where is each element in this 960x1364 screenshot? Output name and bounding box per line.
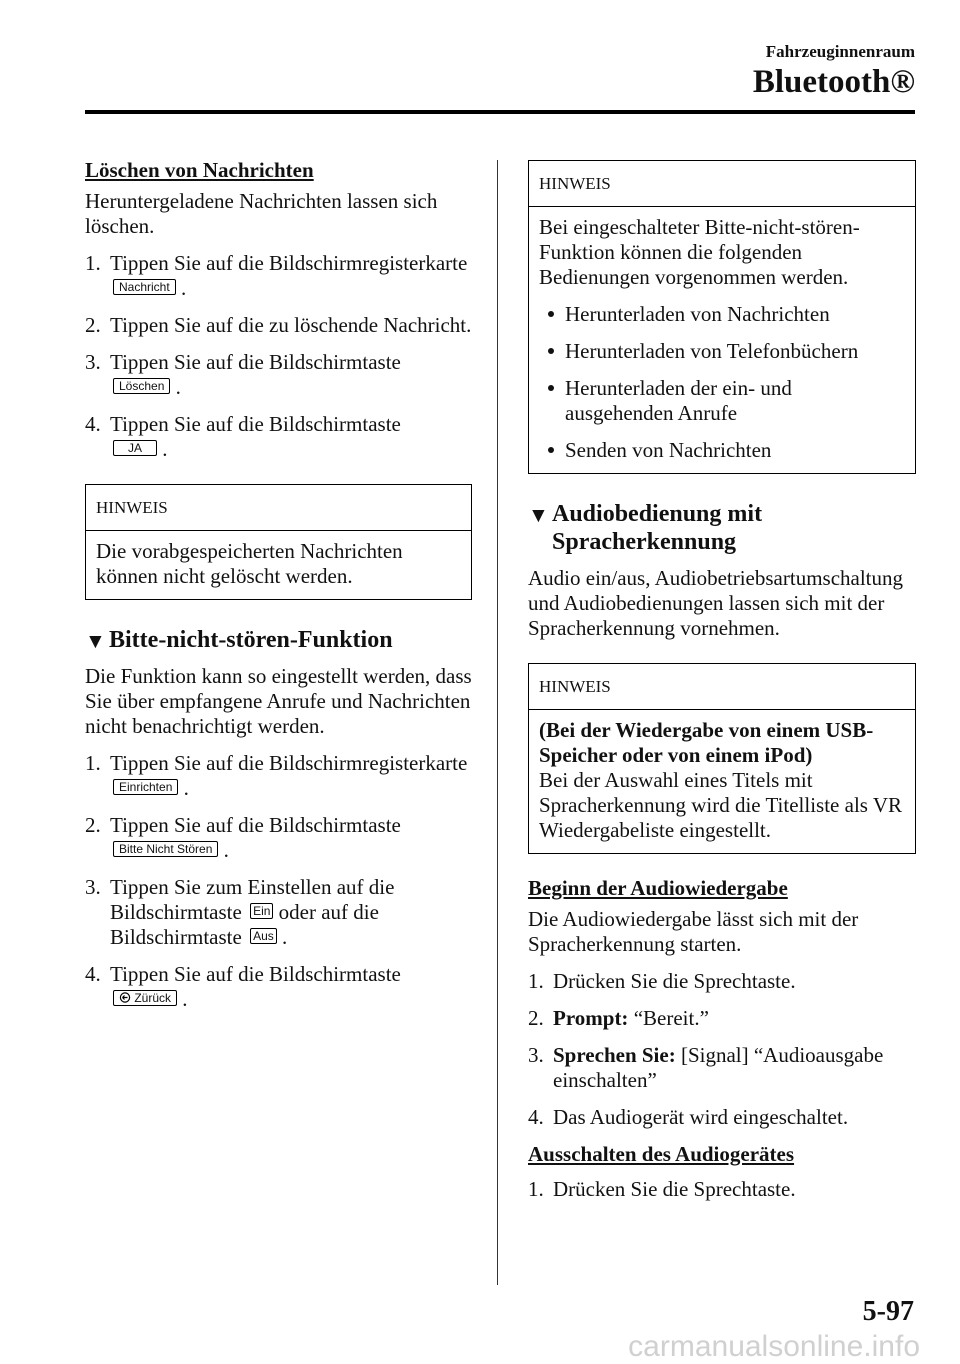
dnd-step xyxy=(85,875,472,950)
step-period: . xyxy=(180,276,187,300)
step-text: Das Audiogerät wird eingeschaltet. xyxy=(553,1105,849,1129)
note-text: Die vorabgespeicherten Nachrichten können nicht gelöscht werden. xyxy=(96,539,403,588)
note-text: Bei der Auswahl eines Titels mit Spracherkennung wird die Titelliste als VR Wiedergabeliste eingestellt. xyxy=(539,768,902,842)
heading-text: Bitte-nicht-stören-Funktion xyxy=(109,627,393,653)
dnd-step xyxy=(85,751,472,801)
ja-key: JA xyxy=(113,440,157,456)
bullet-item: Herunterladen der ein- und ausgehenden Anrufe xyxy=(539,376,905,426)
note-body xyxy=(529,207,915,473)
audio-stop-heading: Ausschalten des Audiogerätes xyxy=(528,1142,795,1166)
bullet-item: Herunterladen von Telefonbüchern xyxy=(539,339,905,364)
audio-start-heading: Beginn der Audiowiedergabe xyxy=(528,876,788,900)
ein-key: Ein xyxy=(250,903,273,919)
step-period: . xyxy=(162,437,168,461)
step-number: 1. xyxy=(528,969,544,993)
note-title: HINWEIS xyxy=(86,485,471,531)
note-box xyxy=(528,160,916,474)
step-text: Tippen Sie auf die Bildschirmtaste xyxy=(110,962,401,986)
loeschen-key: Löschen xyxy=(113,378,170,394)
step-number: 2. xyxy=(85,313,101,337)
back-arrow-icon xyxy=(119,992,131,1003)
bullet-item: Senden von Nachrichten xyxy=(539,438,905,463)
dnd-intro: Die Funktion kann so eingestellt werden, dass Sie über empfangene Anrufe und Nachrichten nicht benachrichtigt werden. xyxy=(85,664,472,738)
step-number: 2. xyxy=(85,813,101,837)
zurueck-label: Zürück xyxy=(134,991,172,1005)
audio-step xyxy=(528,1006,916,1031)
step-number: 3. xyxy=(528,1043,544,1067)
note-bold-text: (Bei der Wiedergabe von einem USB-Speicher oder von einem iPod) xyxy=(539,718,874,767)
note-box xyxy=(528,663,916,854)
heading-text: Audiobedienung mit Spracherkennung xyxy=(552,501,763,555)
step-text: oder auf die Bildschirmtaste xyxy=(110,900,379,949)
step-period: . xyxy=(182,987,188,1011)
note-box xyxy=(85,484,472,600)
step-label: Sprechen Sie: xyxy=(553,1043,676,1067)
step-text: Tippen Sie auf die Bildschirmregisterkarte xyxy=(110,751,468,775)
triangle-icon: ▼ xyxy=(528,503,549,527)
zurueck-key xyxy=(113,990,177,1006)
step-text: Drücken Sie die Sprechtaste. xyxy=(553,969,796,993)
note-body xyxy=(529,710,915,853)
step-label: Prompt: xyxy=(553,1006,629,1030)
bullet-item: Herunterladen von Nachrichten xyxy=(539,302,905,327)
audio-intro: Audio ein/aus, Audiobetriebsartumschaltung und Audiobedienungen lassen sich mit der Spracherkennung vornehmen. xyxy=(528,566,904,640)
audio-step xyxy=(528,969,916,994)
dnd-step xyxy=(85,813,472,863)
dnd-heading xyxy=(85,626,472,654)
section-title: Bluetooth® xyxy=(752,64,915,100)
step-text: Tippen Sie auf die Bildschirmtaste xyxy=(110,350,401,374)
step-number: 4. xyxy=(85,412,101,436)
step-number: 3. xyxy=(85,875,101,899)
delete-step xyxy=(85,350,472,400)
step-number: 1. xyxy=(528,1177,544,1201)
watermark: carmanualsonline.info xyxy=(628,1330,920,1363)
delete-step xyxy=(85,412,472,462)
step-number: 4. xyxy=(528,1105,544,1129)
step-number: 3. xyxy=(85,350,101,374)
step-period: . xyxy=(282,925,288,949)
right-column xyxy=(528,160,916,1214)
delete-intro: Heruntergeladene Nachrichten lassen sich löschen. xyxy=(85,189,438,238)
chapter-title: Fahrzeuginnenraum xyxy=(765,42,915,61)
audio-step xyxy=(528,1043,916,1093)
triangle-icon: ▼ xyxy=(85,629,106,653)
note-text: Bei eingeschalteter Bitte-nicht-stören-Funktion können die folgenden Bedienungen vorgenommen werden. xyxy=(539,215,860,289)
step-text: “Bereit.” xyxy=(633,1006,709,1030)
audio-step xyxy=(528,1105,916,1130)
step-period: . xyxy=(223,838,229,862)
audio-start-intro: Die Audiowiedergabe lässt sich mit der Spracherkennung starten. xyxy=(528,907,859,956)
step-number: 4. xyxy=(85,962,101,986)
dnd-step xyxy=(85,962,472,1012)
step-text: Tippen Sie auf die Bildschirmtaste xyxy=(110,813,401,837)
delete-messages-heading: Löschen von Nachrichten xyxy=(85,158,314,182)
aus-key: Aus xyxy=(250,928,277,944)
step-text: Tippen Sie auf die Bildschirmtaste xyxy=(110,412,401,436)
step-period: . xyxy=(183,776,189,800)
nachricht-tab-key: Nachricht xyxy=(113,279,176,295)
delete-step xyxy=(85,313,472,338)
step-period: . xyxy=(175,375,181,399)
column-divider xyxy=(497,160,498,1285)
step-text: Drücken Sie die Sprechtaste. xyxy=(553,1177,796,1201)
delete-step xyxy=(85,251,472,301)
step-text: Tippen Sie auf die Bildschirmregisterkarte xyxy=(110,251,468,275)
step-text: [Signal] “Audioausgabe einschalten” xyxy=(553,1043,884,1092)
einrichten-tab-key: Einrichten xyxy=(113,779,178,795)
header-rule xyxy=(85,110,915,114)
step-number: 2. xyxy=(528,1006,544,1030)
note-body xyxy=(86,531,471,599)
step-number: 1. xyxy=(85,751,101,775)
step-number: 1. xyxy=(85,251,101,275)
step-text: Tippen Sie zum Einstellen auf die Bildschirmtaste xyxy=(110,875,395,924)
audio-step xyxy=(528,1177,916,1202)
left-column xyxy=(85,158,472,1024)
page-number: 5-97 xyxy=(862,1296,914,1327)
audio-heading xyxy=(528,500,916,556)
note-title: HINWEIS xyxy=(529,664,915,710)
bitte-nicht-stoeren-key: Bitte Nicht Stören xyxy=(113,841,218,857)
note-title: HINWEIS xyxy=(529,161,915,207)
step-text: Tippen Sie auf die zu löschende Nachricht. xyxy=(110,313,472,337)
